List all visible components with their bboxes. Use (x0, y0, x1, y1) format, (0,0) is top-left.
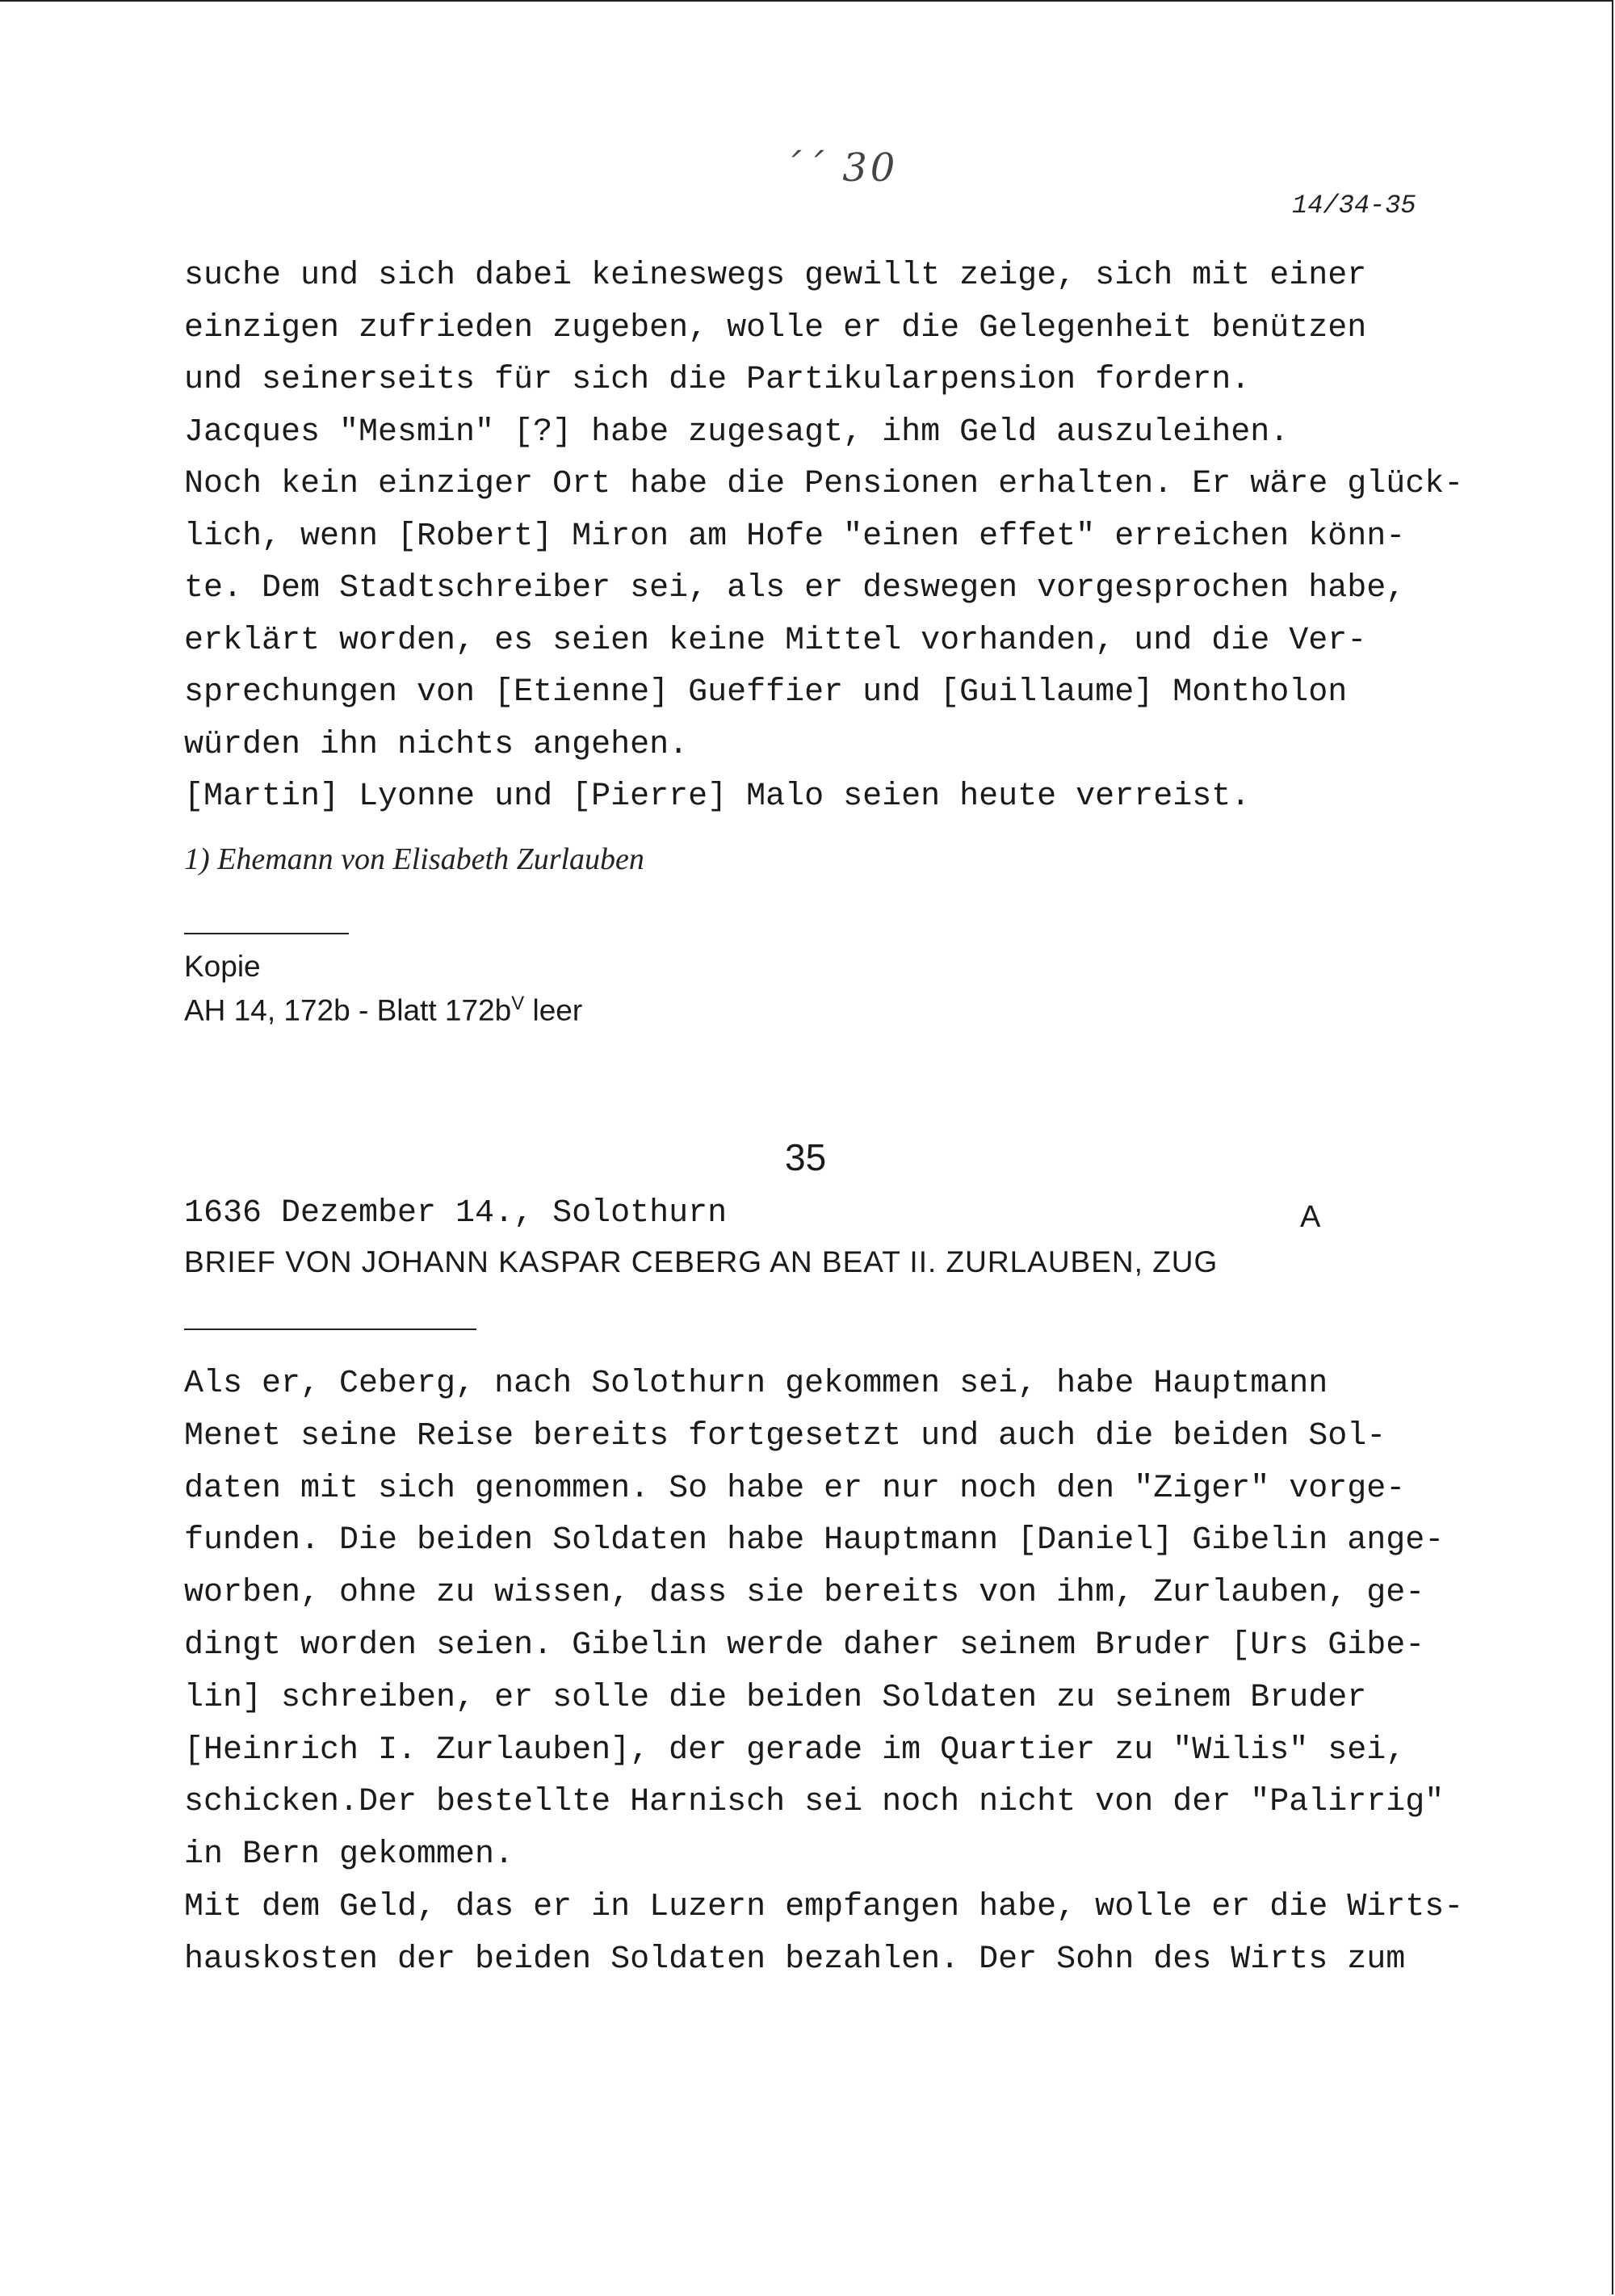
source-note (184, 948, 582, 1029)
text-line: hauskosten der beiden Soldaten bezahlen. Der Sohn des Wirts zum (184, 1941, 1406, 1978)
source-reference: AH 14, 172b - Blatt $172b^V$ leer (184, 993, 583, 1027)
text-line: sprechungen von [Etienne] Gueffier und [Guillaume] Montholon (184, 674, 1348, 711)
date-place: 1636 Dezember 14., Solothurn (184, 1195, 728, 1232)
text-line: worben, ohne zu wissen, dass sie bereits von ihm, Zurlauben, ge- (184, 1575, 1425, 1612)
text-line: te. Dem Stadtschreiber sei, als er deswegen vorgesprochen habe, (184, 570, 1406, 607)
header-divider (184, 1328, 476, 1330)
text-line: suche und sich dabei keineswegs gewillt zeige, sich mit einer (184, 258, 1367, 294)
text-line: Jacques "Mesmin" [?] habe zugesagt, ihm Geld auszuleihen. (184, 413, 1290, 451)
text-line: und seinerseits für sich die Partikularpension fordern. (184, 362, 1251, 398)
text-line: [Martin] Lyonne und [Pierre] Malo seien heute verreist. (184, 779, 1251, 815)
text-line: erklärt worden, es seien keine Mittel vorhanden, und die Ver- (184, 622, 1367, 659)
text-line: Als er, Ceberg, nach Solothurn gekommen sei, habe Hauptmann (184, 1366, 1328, 1402)
source-divider (184, 933, 349, 934)
text-line: Menet seine Reise bereits fortgesetzt und auch die beiden Sol- (184, 1417, 1386, 1454)
text-line: daten mit sich genommen. So habe er nur noch den "Ziger" vorge- (184, 1470, 1406, 1507)
text-line: funden. Die beiden Soldaten habe Hauptmann [Daniel] Gibelin ange- (184, 1522, 1445, 1559)
text-line: schicken.Der bestellte Harnisch sei noch nicht von der "Palirrig" (184, 1784, 1445, 1821)
footnote: 1) Ehemann von Elisabeth Zurlauben (184, 842, 644, 876)
letter-summary (184, 1358, 1463, 1987)
page-reference: 14/34-35 (1292, 191, 1416, 220)
text-line: lin] schreiben, er solle die beiden Soldaten zu seinem Bruder (184, 1679, 1367, 1716)
text-line: einzigen zufrieden zugeben, wolle er die Gelegenheit benützen (184, 309, 1367, 346)
text-line: Noch kein einziger Ort habe die Pensionen erhalten. Er wäre glück- (184, 466, 1464, 502)
handwritten-note: ´´ 30 (782, 145, 899, 191)
text-line: würden ihn nichts angehen. (184, 726, 689, 763)
text-line: dingt worden seien. Gibelin werde daher seinem Bruder [Urs Gibe- (184, 1627, 1425, 1664)
text-line: Mit dem Geld, das er in Luzern empfangen habe, wolle er die Wirts- (184, 1888, 1464, 1925)
document-title: BRIEF VON JOHANN KASPAR CEBERG AN BEAT II. ZURLAUBEN, ZUG (184, 1245, 1219, 1278)
document-marker: A (1300, 1200, 1321, 1234)
paragraph-continuation (184, 250, 1463, 824)
text-line: [Heinrich I. Zurlauben], der gerade im Quartier zu "Wilis" sei, (184, 1731, 1406, 1769)
source-type: Kopie (184, 950, 261, 983)
text-line: lich, wenn [Robert] Miron am Hofe "einen effet" erreichen könn- (184, 518, 1406, 555)
document-number: 35 (785, 1136, 827, 1178)
text-line: in Bern gekommen. (184, 1836, 514, 1874)
